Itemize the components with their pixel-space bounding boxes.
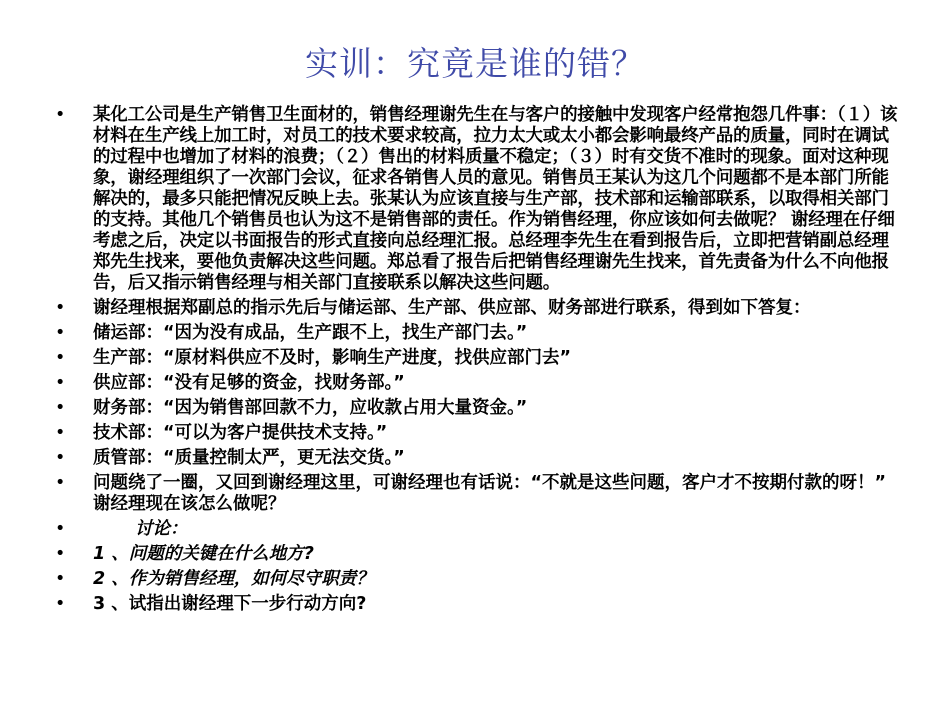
item-text: 质管部：“质量控制太严，更无法交货。” xyxy=(93,448,405,468)
bullet-icon: • xyxy=(55,448,66,468)
bullet-icon: • xyxy=(55,373,66,393)
item-text: 某化工公司是生产销售卫生面材的，销售经理谢先生在与客户的接触中发现客户经常抱怨几件事：（１）该材料在生产线上加工时，对员工的技术要求较高，拉力太大或太小都会影响最终产品的质量，同时在调试的过程中也增加了材料的浪费；（２）售出的材料质量不稳定；（３）时有交货不准时的现象。面对这种现象，谢经理组织了一次部门会议，征求各销售人员的意见。销售员王某认为这几个问题都不是本部门所能解决的，最多只能把情况反映上去。张某认为应该直接与生产部，技术部和运输部联系，以取得相关部门的支持。其他几个销售员也认为这不是销售部的责任。作为销售经理，你应该如何去做呢？ 谢经理在仔细考虑之后，决定以书面报告的形式直接向总经理汇报。总经理李先生在看到报告后，立即把营销副总经理郑先生找来，要他负责解决这些问题。郑总看了报告后把销售经理谢先生找来，首先责备为什么不向他报告，后又指示销售经理与相关部门直接联系以解决这些问题。 xyxy=(93,105,898,293)
list-item xyxy=(55,569,900,590)
item-text: 供应部：“没有足够的资金，找财务部。” xyxy=(93,373,405,393)
item-text: 技术部：“可以为客户提供技术支持。” xyxy=(93,423,388,443)
item-text: 讨论： xyxy=(135,519,188,539)
item-text: 生产部：“原材料供应不及时，影响生产进度，找供应部门去” xyxy=(93,348,572,368)
bullet-icon: • xyxy=(55,423,66,443)
item-text: 3 、试指出谢经理下一步行动方向? xyxy=(93,594,367,614)
item-text: 谢经理根据郑副总的指示先后与储运部、生产部、供应部、财务部进行联系，得到如下答复： xyxy=(93,298,811,318)
list-item xyxy=(55,519,900,540)
list-item xyxy=(55,398,900,419)
bullet-icon: • xyxy=(55,594,66,614)
bullet-icon: • xyxy=(55,348,66,368)
list-item xyxy=(55,323,900,344)
bullet-list xyxy=(55,105,900,619)
list-item xyxy=(55,298,900,319)
list-item xyxy=(55,594,900,615)
list-item xyxy=(55,423,900,444)
list-item xyxy=(55,448,900,469)
list-item xyxy=(55,544,900,565)
bullet-icon: • xyxy=(55,323,66,343)
item-text: 储运部：“因为没有成品，生产跟不上，找生产部门去。” xyxy=(93,323,528,343)
item-text: 2 、作为销售经理，如何尽守职责？ xyxy=(93,569,374,589)
bullet-icon: • xyxy=(55,544,66,564)
slide-title: 实训：究竟是谁的错？ xyxy=(305,44,645,83)
list-item xyxy=(55,348,900,369)
bullet-icon: • xyxy=(55,569,66,589)
bullet-icon: • xyxy=(55,519,66,539)
bullet-icon: • xyxy=(55,298,66,318)
bullet-icon: • xyxy=(55,473,66,493)
list-item xyxy=(55,373,900,394)
item-text: 财务部：“因为销售部回款不力，应收款占用大量资金。” xyxy=(93,398,528,418)
item-text: 问题绕了一圈，又回到谢经理这里，可谢经理也有话说：“不就是这些问题，客户才不按期付款的呀！” 谢经理现在该怎么做呢？ xyxy=(93,473,886,514)
item-text: 1 、问题的关键在什么地方? xyxy=(93,544,314,564)
list-item xyxy=(55,105,900,294)
bullet-icon: • xyxy=(55,398,66,418)
list-item xyxy=(55,473,900,515)
bullet-icon: • xyxy=(55,105,66,125)
